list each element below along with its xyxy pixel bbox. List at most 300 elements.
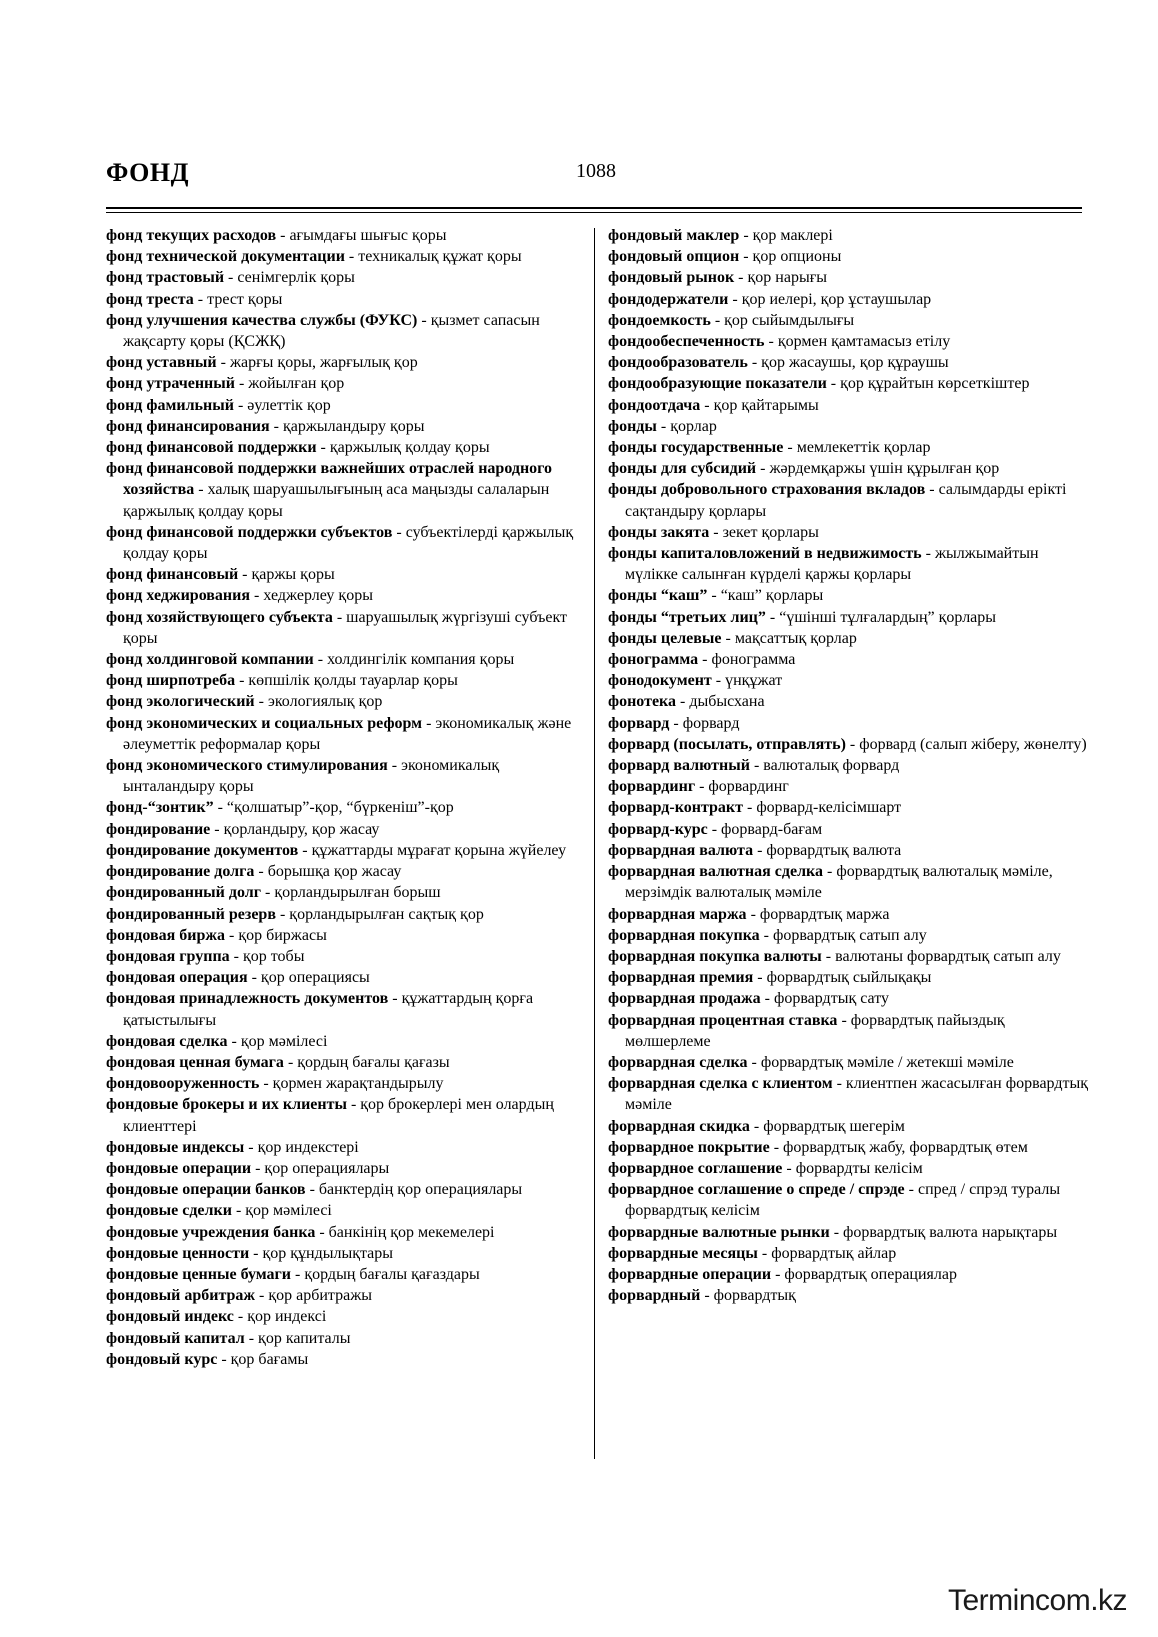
entry-separator: - — [757, 1244, 772, 1262]
entry-definition: қор қайтарымы — [713, 396, 819, 414]
entry-separator: - — [904, 1181, 918, 1199]
entry-term: фонды для субсидий — [608, 460, 757, 478]
entry-separator: - — [388, 990, 402, 1008]
entry-separator: - — [231, 1202, 246, 1220]
dictionary-entry — [106, 1052, 584, 1073]
dictionary-entry — [106, 713, 584, 755]
entry-definition: форвардты келісім — [795, 1159, 923, 1177]
entry-separator: - — [753, 841, 767, 859]
entry-separator: - — [233, 1308, 248, 1326]
entry-term: форвардные месяцы — [608, 1244, 758, 1262]
entry-definition: форвардтық жабу, форвардтық өтем — [783, 1138, 1028, 1156]
entry-term: фондовый опцион — [608, 248, 740, 266]
entry-separator: - — [747, 354, 762, 372]
dictionary-entry — [608, 988, 1088, 1009]
dictionary-entry — [608, 543, 1088, 585]
entry-definition: “каш” қорлары — [720, 587, 824, 605]
entry-term: фонд утраченный — [106, 375, 235, 393]
entry-definition: “қолшатыр”-қор, “бүркеніш”-қор — [226, 799, 454, 817]
entry-term: форвардная покупка валюты — [608, 947, 822, 965]
entry-term: фондовые операции — [106, 1159, 252, 1177]
dictionary-entry — [608, 416, 1088, 437]
entry-separator: - — [254, 863, 268, 881]
dictionary-entry — [106, 861, 584, 882]
entry-definition: қормен жарақтандырылу — [272, 1075, 444, 1093]
entry-term: фонд финансирования — [106, 417, 270, 435]
entry-term: фондирование документов — [106, 841, 299, 859]
column-divider — [594, 228, 595, 1459]
entry-definition: форвардтық мәміле / жетекші мәміле — [760, 1053, 1014, 1071]
dictionary-entry — [608, 819, 1088, 840]
entry-term: фонд экологический — [106, 693, 255, 711]
site-logo[interactable]: Termincom.kz — [948, 1584, 1128, 1617]
entry-term: фонд уставный — [106, 354, 217, 372]
entry-definition: құжаттардың қорға қатыстылығы — [123, 990, 534, 1029]
right-column — [608, 225, 1088, 1306]
entry-separator: - — [656, 417, 671, 435]
dictionary-entry — [608, 289, 1088, 310]
entry-term: фонограмма — [608, 651, 699, 669]
entry-definition: жылжымайтын мүлікке салынған күрделі қаржы қорлары — [625, 545, 1039, 584]
entry-separator: - — [769, 1138, 784, 1156]
entry-definition: қор мәмілесі — [240, 1032, 328, 1050]
entry-separator: - — [291, 1265, 305, 1283]
entry-separator: - — [275, 905, 290, 923]
dictionary-entry — [106, 289, 584, 310]
entry-separator: - — [283, 1053, 298, 1071]
entry-separator: - — [771, 1265, 785, 1283]
entry-definition: салымдарды ерікті сақтандыру қорлары — [625, 481, 1067, 520]
entry-definition: үнқұжат — [725, 672, 783, 690]
entry-definition: техникалық құжат қоры — [358, 248, 522, 266]
entry-separator: - — [749, 757, 764, 775]
entry-separator: - — [229, 947, 243, 965]
entry-term: фонд хозяйствующего субъекта — [106, 608, 333, 626]
entry-separator: - — [250, 587, 264, 605]
dictionary-entry — [106, 1306, 584, 1327]
dictionary-entry — [106, 797, 584, 818]
entry-separator: - — [739, 227, 753, 244]
dictionary-entry — [106, 1137, 584, 1158]
entry-definition: экономикалық және әлеуметтік реформалар қоры — [123, 714, 572, 753]
dictionary-entry — [106, 1285, 584, 1306]
entry-separator: - — [298, 841, 312, 859]
header-word: ФОНД — [106, 158, 189, 187]
entry-term: фонд ширпотреба — [106, 672, 236, 690]
entry-separator: - — [823, 863, 837, 881]
dictionary-entry — [106, 1349, 584, 1370]
entry-definition: құжаттарды мұрағат қорына жүйелеу — [311, 841, 567, 859]
entry-separator: - — [392, 523, 406, 541]
entry-separator: - — [269, 417, 283, 435]
dictionary-entry — [106, 395, 584, 416]
entry-term: форвардная сделка — [608, 1053, 748, 1071]
entry-term: фондовые ценности — [106, 1244, 250, 1262]
entry-term: фонд фамильный — [106, 396, 234, 414]
entry-definition: қызмет сапасын жақсарту қоры (ҚСЖҚ) — [123, 311, 540, 351]
entry-term: фонд финансовой поддержки субъектов — [106, 523, 393, 541]
entry-definition: холдингілік компания қоры — [327, 651, 515, 669]
entry-separator: - — [259, 1075, 273, 1093]
entry-separator: - — [753, 969, 767, 987]
entry-term: фонды целевые — [608, 629, 722, 647]
entry-separator: - — [709, 523, 723, 541]
entry-definition: әулеттік қор — [247, 396, 331, 414]
entry-separator: - — [244, 1138, 258, 1156]
entry-term: фондоемкость — [608, 311, 711, 329]
entry-separator: - — [783, 439, 797, 457]
entry-separator: - — [695, 778, 709, 796]
dictionary-entry — [106, 988, 584, 1030]
entry-term: фондообразующие показатели — [608, 375, 827, 393]
entry-separator: - — [676, 693, 690, 711]
dictionary-entry — [608, 331, 1088, 352]
dictionary-entry — [608, 1222, 1088, 1243]
entry-term: фонды “каш” — [608, 587, 708, 605]
entry-separator: - — [707, 587, 721, 605]
page-number: 1088 — [576, 160, 616, 182]
entry-separator: - — [247, 969, 261, 987]
dictionary-entry — [608, 1073, 1088, 1115]
dictionary-entry — [608, 373, 1088, 394]
entry-term: фондирование долга — [106, 863, 255, 881]
entry-definition: форвард-келісімшарт — [756, 799, 902, 817]
entry-definition: жойылған қор — [248, 375, 345, 393]
dictionary-entry — [106, 585, 584, 606]
entry-separator: - — [782, 1159, 796, 1177]
dictionary-entry — [608, 755, 1088, 776]
entry-definition: қор опционы — [752, 248, 842, 266]
dictionary-entry — [106, 607, 584, 649]
dictionary-entry — [608, 1243, 1088, 1264]
entry-separator: - — [261, 884, 275, 902]
entry-term: фондированный долг — [106, 884, 262, 902]
dictionary-entry — [608, 522, 1088, 543]
dictionary-entry — [608, 1264, 1088, 1285]
entry-separator: - — [700, 1287, 714, 1305]
entry-definition: шаруашылық жүргізуші субъект қоры — [123, 608, 567, 647]
dictionary-entry — [106, 1328, 584, 1349]
entry-definition: трест қоры — [207, 290, 283, 308]
dictionary-entry — [106, 522, 584, 564]
entry-term: форвардная маржа — [608, 905, 747, 923]
dictionary-entry — [608, 925, 1088, 946]
dictionary-entry — [106, 267, 584, 288]
entry-definition: қор индекстері — [257, 1138, 359, 1156]
entry-definition: спред / спрэд туралы форвардтық келісім — [625, 1181, 1061, 1220]
entry-separator: - — [249, 1244, 263, 1262]
dictionary-entry — [106, 416, 584, 437]
entry-definition: форвардтық сату — [773, 990, 889, 1008]
entry-separator: - — [760, 990, 774, 1008]
entry-definition: жәрдемқаржы үшін құрылған қор — [769, 460, 1000, 478]
dictionary-entry — [106, 946, 584, 967]
entry-term: фонд улучшения качества службы (ФУКС) — [106, 311, 418, 329]
entry-separator: - — [721, 629, 735, 647]
entry-definition: форвардтық сатып алу — [773, 926, 927, 944]
entry-term: форвардное соглашение — [608, 1159, 783, 1177]
entry-definition: көпшілік қолды тауарлар қоры — [248, 672, 458, 690]
dictionary-entry — [106, 437, 584, 458]
dictionary-entry — [106, 1073, 584, 1094]
dictionary-entry — [106, 1264, 584, 1285]
entry-term: фондообеспеченность — [608, 333, 765, 351]
entry-separator: - — [234, 375, 249, 393]
entry-separator: - — [921, 545, 935, 563]
entry-definition: форвард (салып жіберу, жөнелту) — [859, 735, 1087, 753]
entry-separator: - — [711, 672, 726, 690]
entry-separator: - — [707, 820, 722, 838]
entry-separator: - — [213, 799, 227, 817]
entry-definition: форвардтық валюталық мәміле, мерзімдік валюталық мәміле — [625, 863, 1053, 902]
entry-definition: қор сыйымдылығы — [724, 311, 855, 329]
entry-separator: - — [746, 905, 760, 923]
entry-definition: банкінің қор мекемелері — [328, 1223, 495, 1241]
entry-separator: - — [422, 714, 436, 732]
entry-separator: - — [739, 248, 753, 266]
entry-term: фондодержатели — [608, 290, 729, 308]
dictionary-entry — [608, 458, 1088, 479]
entry-definition: қор иелері, қор ұстаушылар — [741, 290, 932, 308]
entry-separator: - — [224, 269, 238, 287]
entry-separator: - — [193, 290, 208, 308]
entry-term: форвардные операции — [608, 1265, 772, 1283]
entry-separator: - — [217, 1350, 231, 1368]
entry-term: фондовый рынок — [608, 269, 735, 287]
entry-separator: - — [826, 375, 841, 393]
entry-definition: қор жасаушы, қор құраушы — [761, 354, 949, 372]
entry-term: фондовая ценная бумага — [106, 1053, 284, 1071]
entry-definition: қордың бағалы қағаздары — [304, 1265, 480, 1283]
entry-separator: - — [346, 1096, 361, 1114]
entry-separator: - — [747, 1053, 761, 1071]
entry-definition: мақсаттық қорлар — [734, 629, 857, 647]
entry-separator: - — [759, 926, 773, 944]
entry-separator: - — [742, 799, 757, 817]
entry-term: фонды закята — [608, 523, 710, 541]
entry-term: фондовый индекс — [106, 1308, 234, 1326]
entry-term: фондовый маклер — [608, 227, 740, 244]
entry-separator: - — [194, 481, 208, 499]
dictionary-entry — [106, 1094, 584, 1136]
dictionary-entry — [608, 1052, 1088, 1073]
entry-term: фонды “третьих лиц” — [608, 608, 766, 626]
entry-definition: сенімгерлік қоры — [237, 269, 355, 287]
entry-separator: - — [210, 820, 224, 838]
entry-separator: - — [216, 354, 230, 372]
entry-definition: қор құндылықтары — [262, 1244, 394, 1262]
entry-term: форвард (посылать, отправлять) — [608, 735, 846, 753]
entry-term: фонды капиталовложений в недвижимость — [608, 545, 922, 563]
dictionary-entry — [106, 1031, 584, 1052]
dictionary-entry — [608, 395, 1088, 416]
entry-definition: қорландырылған борыш — [274, 884, 441, 902]
entry-definition: қор бағамы — [230, 1350, 309, 1368]
entry-definition: форвард-бағам — [721, 820, 823, 838]
dictionary-entry — [608, 1137, 1088, 1158]
entry-separator: - — [837, 1011, 851, 1029]
entry-separator: - — [227, 1032, 241, 1050]
dictionary-entry — [608, 1285, 1088, 1306]
entry-term: фондовая принадлежность документов — [106, 990, 389, 1008]
entry-definition: қор нарығы — [747, 269, 827, 287]
entry-definition: экономикалық ынталандыру қоры — [123, 757, 500, 796]
dictionary-entry — [608, 861, 1088, 903]
entry-term: фонд экономического стимулирования — [106, 757, 388, 775]
header-rule-thick — [106, 207, 1082, 209]
entry-term: форвардные валютные рынки — [608, 1223, 830, 1241]
dictionary-entry — [106, 1179, 584, 1200]
entry-separator: - — [710, 311, 725, 329]
entry-definition: форвардтық сыйлықақы — [766, 969, 932, 987]
entry-separator: - — [387, 757, 402, 775]
entry-separator: - — [700, 396, 714, 414]
entry-definition: қорландырылған сақтық қор — [289, 905, 484, 923]
entry-definition: валютаны форвардтық сатып алу — [835, 947, 1061, 965]
entry-term: фонд холдинговой компании — [106, 651, 314, 669]
dictionary-entry — [106, 246, 584, 267]
dictionary-entry — [106, 1200, 584, 1221]
entry-separator: - — [829, 1223, 844, 1241]
dictionary-entry — [608, 713, 1088, 734]
entry-definition: дыбысхана — [689, 693, 765, 711]
entry-term: фондовые сделки — [106, 1202, 232, 1220]
entry-definition: мемлекеттік қорлар — [796, 439, 931, 457]
dictionary-entry — [608, 246, 1088, 267]
entry-term: фондовые учреждения банка — [106, 1223, 316, 1241]
entry-separator: - — [765, 608, 780, 626]
entry-term: форвардная валютная сделка — [608, 863, 824, 881]
entry-separator: - — [832, 1075, 846, 1093]
dictionary-entry — [608, 1010, 1088, 1052]
entry-definition: қор операциясы — [260, 969, 370, 987]
dictionary-entry — [106, 310, 584, 352]
entry-term: фонды — [608, 417, 657, 435]
dictionary-entry — [608, 946, 1088, 967]
entry-term: форвардная сделка с клиентом — [608, 1075, 833, 1093]
entry-separator: - — [276, 227, 290, 244]
dictionary-entry — [106, 373, 584, 394]
dictionary-entry — [608, 267, 1088, 288]
dictionary-entry — [608, 904, 1088, 925]
entry-definition: қор брокерлері мен олардың клиенттері — [123, 1096, 554, 1135]
dictionary-entry — [106, 840, 584, 861]
dictionary-entry — [106, 225, 584, 246]
entry-term: фондовый арбитраж — [106, 1287, 256, 1305]
entry-separator: - — [344, 248, 359, 266]
entry-term: фонд финансовый — [106, 566, 239, 584]
entry-term: форвардная покупка — [608, 926, 760, 944]
entry-definition: жарғы қоры, жарғылық қор — [229, 354, 418, 372]
entry-separator: - — [734, 269, 748, 287]
entry-definition: форвардтық айлар — [771, 1244, 897, 1262]
entry-separator: - — [313, 651, 328, 669]
entry-separator: - — [225, 926, 239, 944]
entry-term: фонд технической документации — [106, 248, 345, 266]
entry-term: фонды добровольного страхования вкладов — [608, 481, 926, 499]
entry-definition: экологиялық қор — [267, 693, 383, 711]
entry-term: форвардная процентная ставка — [608, 1011, 838, 1029]
entry-separator: - — [925, 481, 939, 499]
entry-separator: - — [244, 1329, 259, 1347]
entry-definition: қор құрайтын көрсеткіштер — [840, 375, 1030, 393]
entry-separator: - — [254, 693, 268, 711]
dictionary-entry — [106, 925, 584, 946]
dictionary-entry — [608, 1179, 1088, 1221]
dictionary-entry — [106, 755, 584, 797]
dictionary-entry — [608, 734, 1088, 755]
entry-definition: қор капиталы — [258, 1329, 351, 1347]
entry-separator: - — [235, 672, 249, 690]
dictionary-entry — [608, 776, 1088, 797]
entry-separator: - — [255, 1287, 269, 1305]
entry-separator: - — [821, 947, 836, 965]
entry-definition: қор арбитражы — [268, 1287, 373, 1305]
entry-term: форвард — [608, 714, 670, 732]
entry-term: форвардный — [608, 1287, 701, 1305]
entry-term: фондовый капитал — [106, 1329, 245, 1347]
entry-separator: - — [233, 396, 248, 414]
entry-term: форвардная премия — [608, 969, 754, 987]
entry-term: фондовые брокеры и их клиенты — [106, 1096, 347, 1114]
dictionary-entry — [608, 310, 1088, 331]
dictionary-entry — [608, 479, 1088, 521]
dictionary-entry — [106, 882, 584, 903]
entry-separator: - — [251, 1159, 265, 1177]
entry-term: форвард-курс — [608, 820, 708, 838]
entry-term: фонд финансовой поддержки важнейших отраслей народного хозяйства — [106, 460, 553, 499]
entry-term: форвард валютный — [608, 757, 750, 775]
dictionary-entry — [608, 225, 1088, 246]
entry-definition: халық шаруашылығының аса маңызды салаларын қаржылық қолдау қоры — [123, 481, 550, 520]
dictionary-entry — [106, 564, 584, 585]
entry-term: фондовый курс — [106, 1350, 218, 1368]
entry-definition: қаржыландыру қоры — [283, 417, 425, 435]
entry-separator: - — [756, 460, 770, 478]
entry-definition: қордың бағалы қағазы — [297, 1053, 450, 1071]
dictionary-entry — [608, 797, 1088, 818]
dictionary-entry — [608, 691, 1088, 712]
entry-term: фондообразователь — [608, 354, 748, 372]
header-rule-thin — [106, 212, 1082, 213]
dictionary-entry — [608, 352, 1088, 373]
dictionary-entry — [608, 1116, 1088, 1137]
entry-separator: - — [669, 714, 683, 732]
entry-definition: қор тобы — [243, 947, 305, 965]
dictionary-entry — [608, 967, 1088, 988]
entry-term: фонд экономических и социальных реформ — [106, 714, 423, 732]
entry-term: фондовая группа — [106, 947, 230, 965]
entry-definition: ағымдағы шығыс қоры — [289, 227, 447, 244]
entry-term: форвардная валюта — [608, 841, 754, 859]
dictionary-entry — [106, 1222, 584, 1243]
entry-definition: форвардтық шегерім — [763, 1117, 905, 1135]
entry-separator: - — [332, 608, 347, 626]
entry-separator: - — [698, 651, 712, 669]
entry-term: фондовая операция — [106, 969, 248, 987]
dictionary-entry — [106, 691, 584, 712]
entry-separator: - — [764, 333, 778, 351]
entry-definition: форвардтық валюта нарықтары — [843, 1223, 1058, 1241]
entry-definition: банктердің қор операциялары — [318, 1181, 523, 1199]
dictionary-entry — [106, 649, 584, 670]
entry-separator: - — [749, 1117, 764, 1135]
entry-separator: - — [316, 439, 330, 457]
entry-definition: форвардинг — [708, 778, 789, 796]
entry-separator: - — [845, 735, 860, 753]
entry-separator: - — [417, 311, 431, 329]
entry-term: фонотека — [608, 693, 677, 711]
